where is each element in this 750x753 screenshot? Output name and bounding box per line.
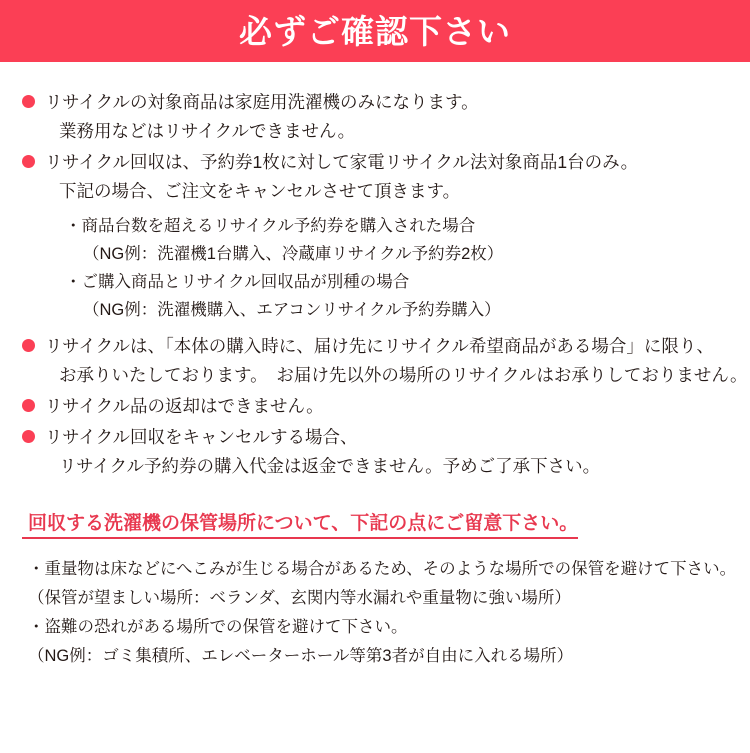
bullet-line: お承りいたしております。 お届け先以外の場所のリサイクルはお承りしておりません。 (59, 365, 748, 385)
bullet-line: リサイクルは、「本体の購入時に、届け先にリサイクル希望商品がある場合」に限り、 (45, 336, 714, 356)
list-item (22, 423, 728, 481)
list-item (22, 392, 728, 421)
bullet-line: リサイクル予約券の購入代金は返金できません。予めご了承下さい。 (59, 456, 601, 476)
bullet-line: 業務用などはリサイクルできません。 (59, 121, 356, 141)
note-line: （保管が望ましい場所：ベランダ、玄関内等水漏れや重量物に強い場所） (28, 589, 571, 607)
page-title: 必ずご確認下さい (239, 12, 511, 50)
list-item (22, 148, 728, 324)
bullet-line: 下記の場合、ご注文をキャンセルさせて頂きます。 (59, 181, 461, 201)
bullet-line: リサイクル回収をキャンセルする場合、 (45, 427, 358, 447)
sub-note-line: ・ご購入商品とリサイクル回収品が別種の場合 (65, 273, 410, 291)
sub-note-line: （NG例：洗濯機1台購入、冷蔵庫リサイクル予約券2枚） (83, 245, 504, 263)
sub-note-block (45, 212, 728, 324)
bullet-dot-icon (22, 399, 35, 412)
sub-note-line: （NG例：洗濯機購入、エアコンリサイクル予約券購入） (83, 301, 501, 319)
storage-notes (22, 555, 737, 671)
bullet-line: リサイクル品の返却はできません。 (45, 396, 324, 416)
sub-note-line: ・商品台数を超えるリサイクル予約券を購入された場合 (65, 217, 476, 235)
section-heading-text: 回収する洗濯機の保管場所について、下記の点にご留意下さい。 (28, 513, 579, 534)
list-item (22, 88, 728, 146)
bullet-dot-icon (22, 95, 35, 108)
notice-body (0, 62, 750, 671)
bullet-dot-icon (22, 155, 35, 168)
note-line: （NG例：ゴミ集積所、エレベーターホール等第3者が自由に入れる場所） (28, 647, 574, 665)
list-item (22, 332, 748, 390)
note-line: ・重量物は床などにへこみが生じる場合があるため、そのような場所での保管を避けて下さい。 (28, 560, 737, 578)
bullet-list (22, 88, 748, 481)
section-heading (22, 509, 578, 539)
heading-underline (22, 537, 578, 539)
bullet-line: リサイクルの対象商品は家庭用洗濯機のみになります。 (45, 92, 479, 112)
bullet-line: リサイクル回収は、予約券1枚に対して家電リサイクル法対象商品1台のみ。 (45, 152, 639, 172)
bullet-dot-icon (22, 339, 35, 352)
bullet-dot-icon (22, 430, 35, 443)
note-line: ・盗難の恐れがある場所での保管を避けて下さい。 (28, 618, 408, 636)
header-banner (0, 0, 750, 62)
